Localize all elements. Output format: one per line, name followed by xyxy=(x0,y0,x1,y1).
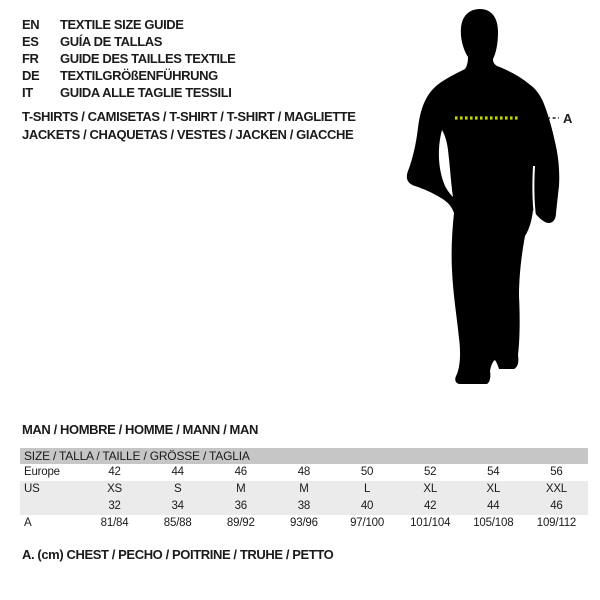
size-cell: 89/92 xyxy=(226,517,255,529)
size-cell: S xyxy=(173,483,182,495)
row-label: Europe xyxy=(24,466,60,478)
size-cell: 44 xyxy=(487,500,500,512)
size-cell: 34 xyxy=(171,500,184,512)
size-cell: M xyxy=(299,483,309,495)
size-cell: 46 xyxy=(234,466,248,478)
size-cell: 105/108 xyxy=(473,517,514,529)
table-row-us-numbers xyxy=(20,498,588,515)
size-cell: 36 xyxy=(234,500,248,512)
size-cell: 93/96 xyxy=(290,517,318,529)
size-cell: 81/84 xyxy=(100,517,129,529)
category-line-jackets: JACKETS / CHAQUETAS / VESTES / JACKEN / GIACCHE xyxy=(22,126,354,142)
size-table-header: SIZE / TALLA / TAILLE / GRÖSSE / TAGLIA xyxy=(20,448,588,464)
size-cell: XL xyxy=(423,483,438,495)
size-cell: 97/100 xyxy=(350,517,385,529)
size-cell: 48 xyxy=(297,466,311,478)
language-row-en xyxy=(22,16,235,33)
size-cell: 50 xyxy=(360,466,374,478)
size-cell: L xyxy=(363,483,371,495)
man-figure xyxy=(395,0,600,400)
size-cell: 32 xyxy=(108,500,121,512)
garment-categories xyxy=(22,108,356,143)
size-cell: 56 xyxy=(550,466,563,478)
size-cell: 85/88 xyxy=(163,517,192,529)
size-cell: 40 xyxy=(360,500,374,512)
row-label: US xyxy=(24,483,40,495)
measure-label-a: A xyxy=(563,111,573,126)
man-silhouette-shape xyxy=(407,9,559,384)
language-title: GUIDE DES TAILLES TEXTILE xyxy=(60,51,236,66)
language-title: TEXTILE SIZE GUIDE xyxy=(60,17,184,32)
table-row-europe xyxy=(20,464,588,481)
language-row-fr xyxy=(22,50,235,67)
size-cell: 44 xyxy=(171,466,184,478)
size-cell: 46 xyxy=(550,500,563,512)
language-title: TEXTILGRÖßENFÜHRUNG xyxy=(60,68,218,83)
size-cell: 52 xyxy=(423,466,437,478)
size-cell: XL xyxy=(486,483,501,495)
row-label xyxy=(20,498,83,515)
language-code: IT xyxy=(22,85,33,100)
size-table xyxy=(20,448,588,532)
size-cell: 38 xyxy=(297,500,311,512)
language-code: DE xyxy=(22,68,40,83)
language-title: GUIDA ALLE TAGLIE TESSILI xyxy=(60,85,232,100)
size-cell: M xyxy=(236,483,246,495)
size-cell: XS xyxy=(107,483,123,495)
category-line-tshirts: T-SHIRTS / CAMISETAS / T-SHIRT / T-SHIRT / MAGLIETTE xyxy=(22,109,356,124)
size-cell: 54 xyxy=(487,466,500,478)
language-code: EN xyxy=(22,17,40,32)
size-cell: 101/104 xyxy=(410,517,451,529)
size-cell: 109/112 xyxy=(536,517,577,529)
language-row-es xyxy=(22,33,235,50)
table-row-us-letters xyxy=(20,481,588,498)
size-cell: XXL xyxy=(545,483,567,495)
table-row-chest-cm xyxy=(20,515,588,532)
section-title-man: MAN / HOMBRE / HOMME / MANN / MAN xyxy=(22,422,258,437)
language-row-de xyxy=(22,67,235,84)
language-list xyxy=(22,16,235,101)
language-row-it xyxy=(22,84,235,101)
size-cell: 42 xyxy=(108,466,121,478)
language-title: GUÍA DE TALLAS xyxy=(60,34,163,49)
measurement-footnote: A. (cm) CHEST / PECHO / POITRINE / TRUHE / PETTO xyxy=(22,547,334,562)
row-label: A xyxy=(24,517,32,529)
size-cell: 42 xyxy=(423,500,437,512)
language-code: FR xyxy=(22,51,39,66)
language-code: ES xyxy=(22,34,39,49)
